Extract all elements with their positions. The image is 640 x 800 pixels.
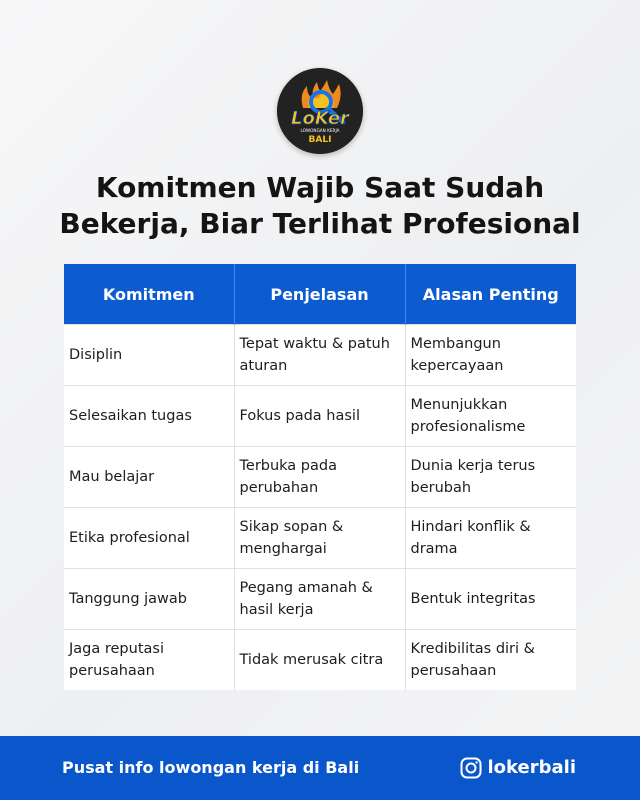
table-row	[64, 386, 576, 447]
cell-alasan: Bentuk integritas	[405, 569, 576, 630]
cell-penjelasan: Tidak merusak citra	[234, 630, 405, 691]
table-row	[64, 447, 576, 508]
cell-alasan: Menunjukkan profesionalisme	[405, 386, 576, 447]
logo-region: BALI	[308, 135, 332, 145]
table-row	[64, 569, 576, 630]
cell-penjelasan: Pegang amanah & hasil kerja	[234, 569, 405, 630]
cell-penjelasan: Fokus pada hasil	[234, 386, 405, 447]
title-line-1: Komitmen Wajib Saat Sudah	[95, 171, 545, 204]
cell-komitmen: Tanggung jawab	[64, 569, 234, 630]
table-row	[64, 325, 576, 386]
commitment-table	[64, 264, 576, 690]
table-row	[64, 508, 576, 569]
page-title	[20, 170, 620, 242]
footer-tagline: Pusat info lowongan kerja di Bali	[62, 758, 360, 777]
title-line-2: Bekerja, Biar Terlihat Profesional	[59, 207, 581, 240]
cell-komitmen: Selesaikan tugas	[64, 386, 234, 447]
brand-logo	[277, 68, 363, 154]
logo-brand-text: LoKer	[291, 108, 349, 129]
header-alasan-penting: Alasan Penting	[405, 264, 576, 325]
cell-penjelasan: Sikap sopan & menghargai	[234, 508, 405, 569]
instagram-handle-link[interactable]	[460, 756, 576, 780]
logo-subtitle: LOWONGAN KERJA	[300, 128, 340, 133]
cell-komitmen: Etika profesional	[64, 508, 234, 569]
cell-alasan: Dunia kerja terus berubah	[405, 447, 576, 508]
footer-bar	[0, 736, 640, 800]
cell-komitmen: Disiplin	[64, 325, 234, 386]
table-header-row	[64, 264, 576, 325]
cell-alasan: Membangun kepercayaan	[405, 325, 576, 386]
table-row	[64, 630, 576, 691]
header-penjelasan: Penjelasan	[234, 264, 405, 325]
cell-penjelasan: Terbuka pada perubahan	[234, 447, 405, 508]
cell-penjelasan: Tepat waktu & patuh aturan	[234, 325, 405, 386]
instagram-handle-text: lokerbali	[487, 757, 576, 778]
cell-alasan: Hindari konflik & drama	[405, 508, 576, 569]
loker-bali-logo-icon	[277, 68, 363, 154]
instagram-icon	[460, 757, 482, 779]
cell-alasan: Kredibilitas diri & perusahaan	[405, 630, 576, 691]
cell-komitmen: Mau belajar	[64, 447, 234, 508]
cell-komitmen: Jaga reputasi perusahaan	[64, 630, 234, 691]
header-komitmen: Komitmen	[64, 264, 234, 325]
